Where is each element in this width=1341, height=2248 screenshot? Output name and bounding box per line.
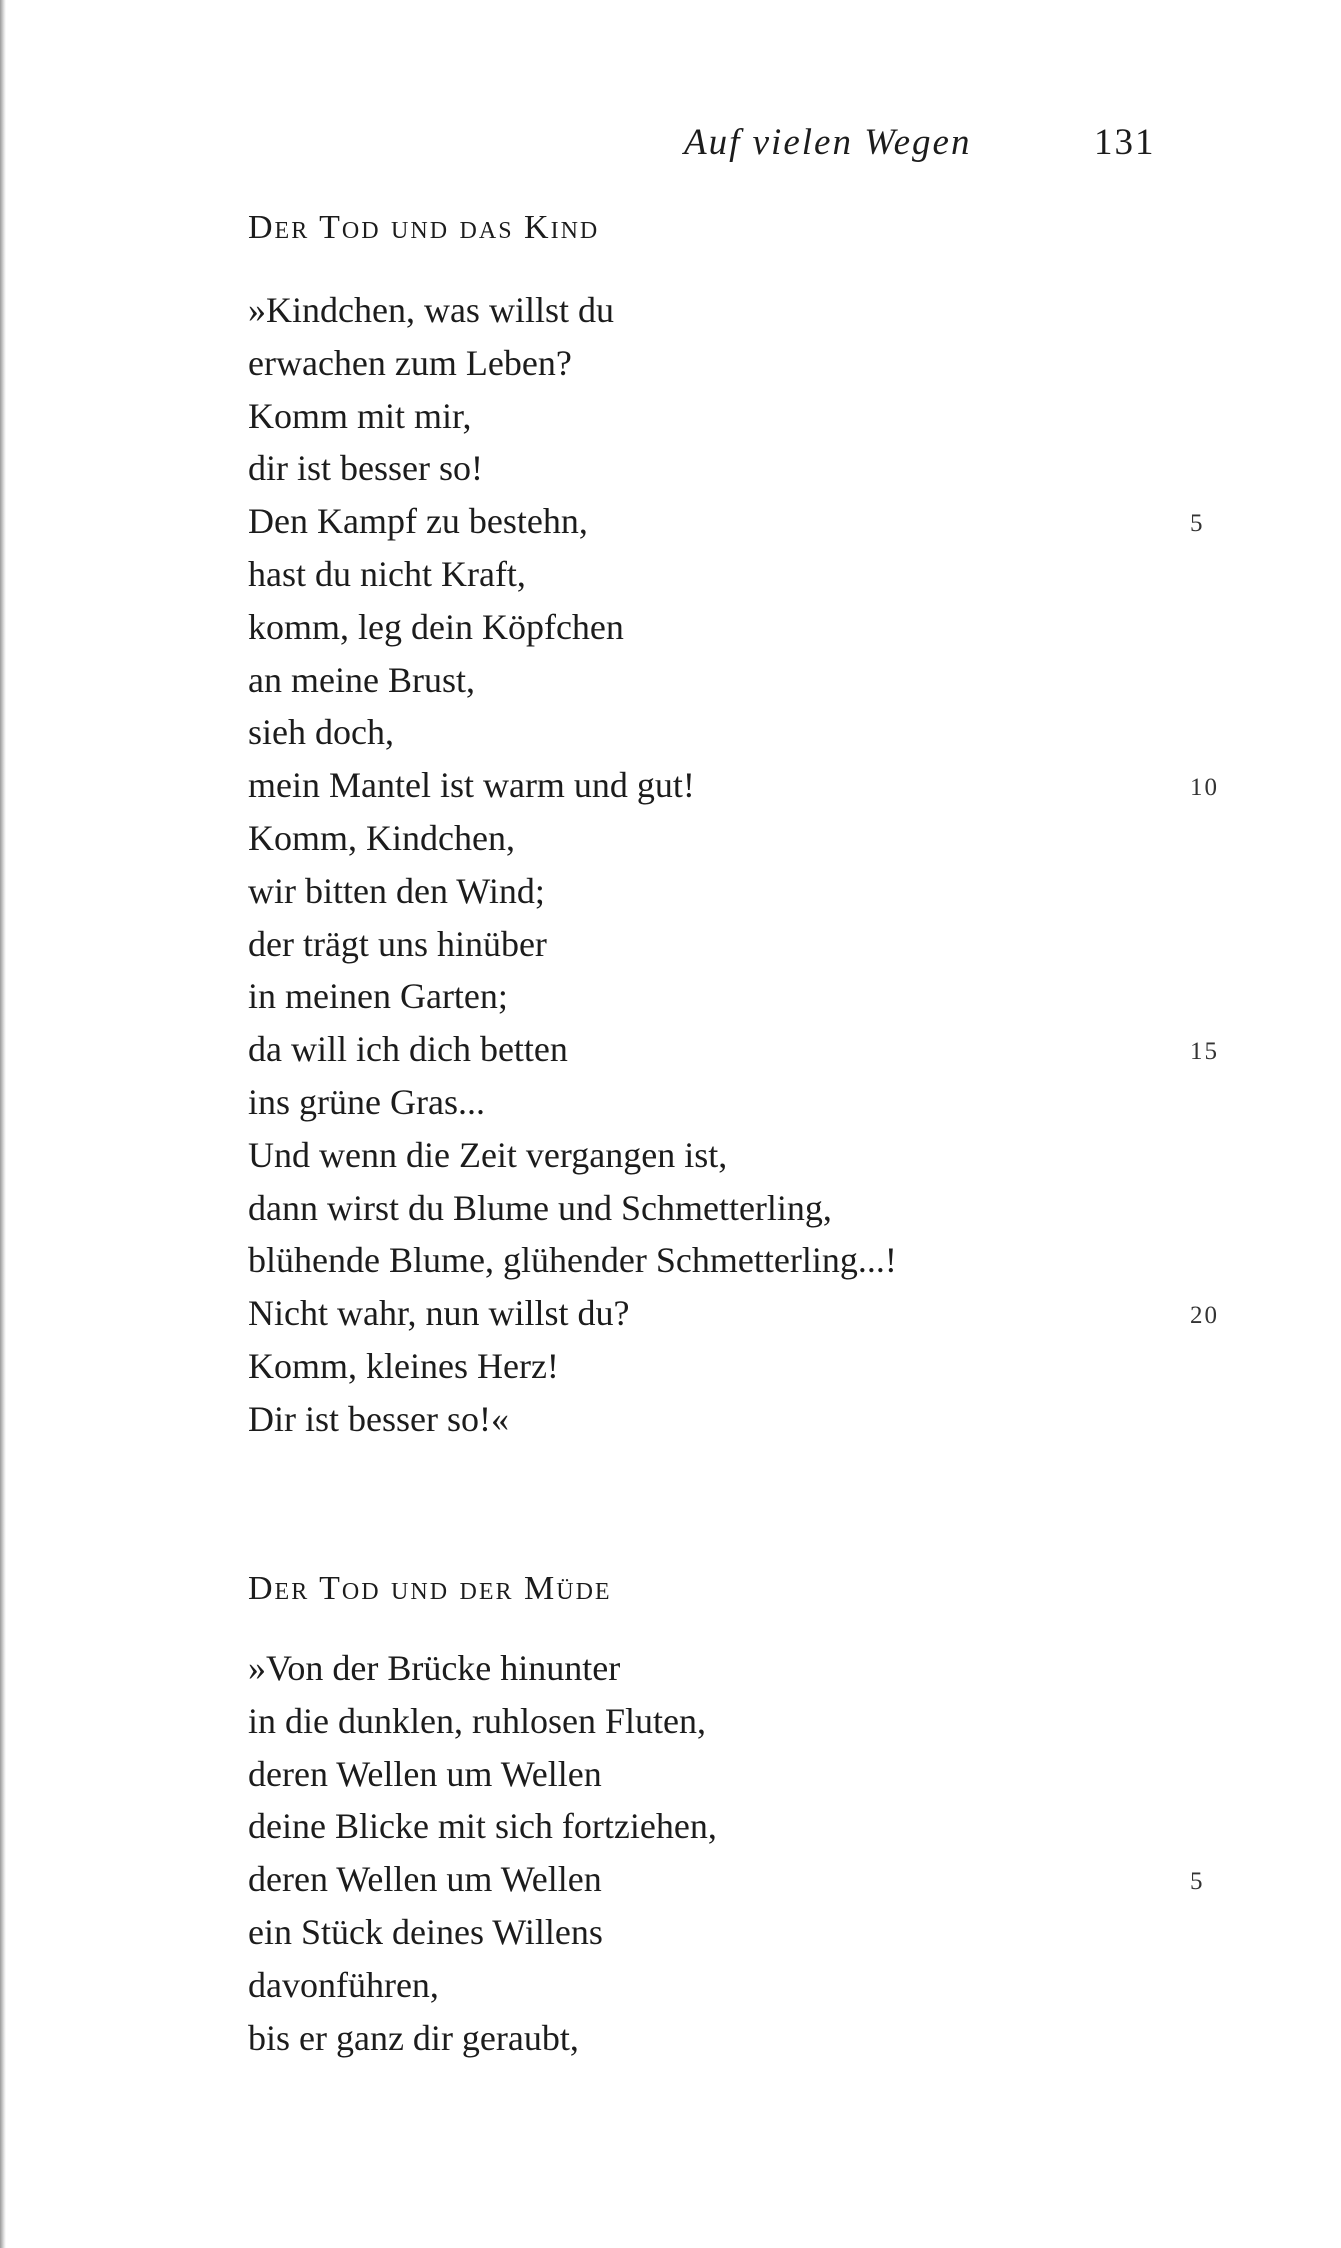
verse-text: der trägt uns hinüber xyxy=(248,923,547,964)
line-number: 10 xyxy=(1190,774,1219,802)
poem-title: Der Tod und das Kind xyxy=(248,209,600,246)
page-gutter-edge xyxy=(0,0,6,2248)
verse-text: ins grüne Gras... xyxy=(248,1081,485,1122)
verse-line xyxy=(248,284,1148,337)
verse-text: Komm mit mir, xyxy=(248,395,472,436)
verse-text: sieh doch, xyxy=(248,712,394,753)
verse-line xyxy=(248,1695,1148,1748)
poem-body xyxy=(248,1642,1205,2064)
verse-line xyxy=(248,337,1148,390)
verse-line xyxy=(248,918,1148,971)
running-title: Auf vielen Wegen xyxy=(684,122,972,163)
verse-text: deren Wellen um Wellen xyxy=(248,1859,602,1900)
verse-line xyxy=(248,759,1219,812)
verse-line xyxy=(248,1748,1148,1801)
verse-text: Und wenn die Zeit vergangen ist, xyxy=(248,1134,728,1175)
verse-text: in meinen Garten; xyxy=(248,976,508,1017)
verse-line xyxy=(248,1129,1148,1182)
verse-line xyxy=(248,1906,1148,1959)
running-head xyxy=(0,118,1341,178)
verse-text: deren Wellen um Wellen xyxy=(248,1753,602,1794)
verse-text: Nicht wahr, nun willst du? xyxy=(248,1293,630,1334)
poem-body xyxy=(248,284,1219,1446)
verse-line xyxy=(248,1023,1219,1076)
verse-text: in die dunklen, ruhlosen Fluten, xyxy=(248,1700,706,1741)
verse-text: dann wirst du Blume und Schmetterling, xyxy=(248,1187,832,1228)
page-number: 131 xyxy=(1094,122,1156,163)
verse-text: Den Kampf zu bestehn, xyxy=(248,501,588,542)
verse-text: mein Mantel ist warm und gut! xyxy=(248,765,695,806)
line-number: 20 xyxy=(1190,1302,1219,1330)
verse-line xyxy=(248,1182,1148,1235)
verse-line xyxy=(248,495,1205,548)
verse-line xyxy=(248,601,1148,654)
verse-line xyxy=(248,548,1148,601)
verse-line xyxy=(248,812,1148,865)
verse-text: Komm, kleines Herz! xyxy=(248,1345,559,1386)
verse-text: ein Stück deines Willens xyxy=(248,1911,603,1952)
verse-line xyxy=(248,2012,1148,2065)
verse-line xyxy=(248,1853,1205,1906)
verse-text: »Kindchen, was willst du xyxy=(248,290,614,330)
line-number: 15 xyxy=(1190,1038,1219,1066)
verse-line xyxy=(248,1800,1148,1853)
verse-text: Dir ist besser so!« xyxy=(248,1398,509,1439)
verse-line xyxy=(248,1076,1148,1129)
verse-text: da will ich dich betten xyxy=(248,1029,568,1070)
line-number: 5 xyxy=(1190,1868,1205,1896)
verse-line xyxy=(248,390,1148,443)
line-number: 5 xyxy=(1190,510,1205,538)
verse-text: »Von der Brücke hinunter xyxy=(248,1648,621,1688)
verse-line xyxy=(248,865,1148,918)
verse-text: deine Blicke mit sich fortziehen, xyxy=(248,1806,717,1847)
verse-text: bis er ganz dir geraubt, xyxy=(248,2017,579,2058)
verse-text: blühende Blume, glühender Schmetterling...! xyxy=(248,1240,897,1281)
verse-line xyxy=(248,706,1148,759)
verse-line xyxy=(248,1287,1219,1340)
verse-text: Komm, Kindchen, xyxy=(248,817,515,858)
verse-line xyxy=(248,1340,1148,1393)
verse-text: an meine Brust, xyxy=(248,659,475,700)
verse-line xyxy=(248,654,1148,707)
verse-text: hast du nicht Kraft, xyxy=(248,553,526,594)
verse-text: erwachen zum Leben? xyxy=(248,342,572,383)
verse-line xyxy=(248,1234,1148,1287)
verse-line xyxy=(248,1393,1148,1446)
verse-line xyxy=(248,442,1148,495)
verse-text: davonführen, xyxy=(248,1964,439,2005)
verse-text: dir ist besser so! xyxy=(248,448,483,489)
verse-line xyxy=(248,1959,1148,2012)
verse-line xyxy=(248,1642,1148,1695)
poem-title: Der Tod und der Müde xyxy=(248,1570,612,1607)
verse-line xyxy=(248,970,1148,1023)
verse-text: komm, leg dein Köpfchen xyxy=(248,606,624,647)
verse-text: wir bitten den Wind; xyxy=(248,870,545,911)
